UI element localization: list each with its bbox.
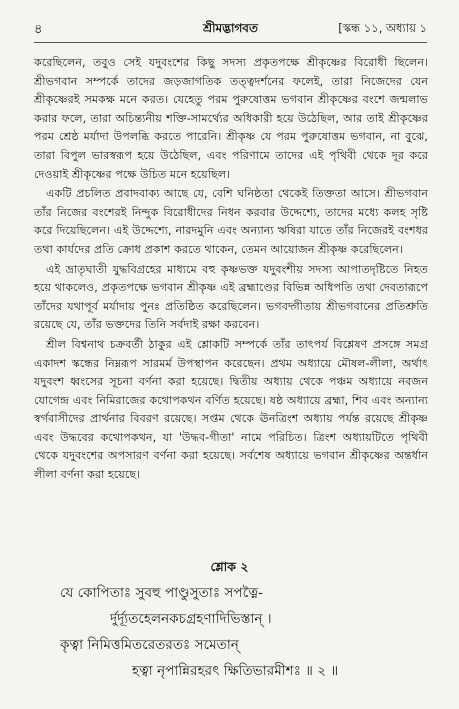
- verse-line: যে কোপিতাঃ সুবহু পাণ্ডুসুতাঃ সপত্নৈ-: [60, 585, 263, 601]
- verse-heading: শ্লোক ২: [210, 559, 249, 574]
- chapter-reference: [স্কন্ধ ১১, অধ্যায় ১: [338, 21, 427, 35]
- paragraph: এই ভ্রাতৃঘাতী যুদ্ধবিগ্রহের মাধ্যমে বহু কৃষ্ণভক্ত যদুবংশীয় সদস্য আপাতদৃষ্টিতে নিহত হয়ে থাকলেও, প্রকৃতপক্ষে ভগবান শ্রীকৃষ্ণ এই ব্রহ্মাণ্ডের বিভিন্ন অধিপতি তথা দেবতারূপে তাঁদের যথাপূর্ব মর্যাদায় পুনঃ প্রতিষ্ঠিত করেছিলেন। ভগবদ্গীতায় শ্রীভগবানের প্রতিশ্রুতি রয়েছে যে, তাঁর ভক্তদের তিনি সর্বদাই রক্ষা করবেন।: [34, 262, 428, 332]
- paragraph: করেছিলেন, তবুও সেই যদুবংশের কিছু সদস্য প্রকৃতপক্ষে শ্রীকৃষ্ণের বিরোধী ছিলেন। শ্রীভগবান সম্পর্কে তাদের জড়জাগতিক তত্ত্বদর্শনের ফলেই, তারা নিজেদের যেন শ্রীকৃষ্ণেরই সমকক্ষ মনে করত। যেহেতু পরম পুরুষোত্তম ভগবান শ্রীকৃষ্ণের বংশে জন্মলাভ করার ফলে, তারা অচিন্ত্যনীয় শক্তি-সামর্থ্যের অধিকারী হয়ে উঠেছিল, আর তাই শ্রীকৃষ্ণের পরম শ্রেষ্ঠ মর্যাদা উপলব্ধি করতে পারেনি। শ্রীকৃষ্ণ যে পরম পুরুষোত্তম ভগবান, না বুঝে, তারা বিপুল ভারস্বরূপ হয়ে উঠেছিল, এবং পরিণামে তাদের এই পৃথিবী থেকে দূর করে দেওয়াই শ্রীকৃষ্ণের পক্ষে উচিত মনে হয়েছিল।: [34, 56, 428, 181]
- page-header: [34, 20, 427, 43]
- running-title: শ্রীমদ্ভাগবত: [202, 21, 258, 35]
- paragraph: শ্রীল বিশ্বনাথ চক্রবর্তী ঠাকুর এই শ্লোকটি সম্পর্কে তাঁর তাৎপর্য বিশ্লেষণ প্রসঙ্গে সমগ্র একাদশ স্কন্ধের নিম্নরূপ সারমর্ম উপস্থাপন করেছেন। প্রথম অধ্যায়ে মৌষল-লীলা, অর্থাৎ যদুবংশ ধ্বংসের সূচনা বর্ণনা করা হয়েছে। দ্বিতীয় অধ্যায় থেকে পঞ্চম অধ্যায়ে নবজন যোগেন্দ্র এবং নিমিরাজের কথোপকথন বর্ণিত হয়েছে। ষষ্ঠ অধ্যায়ে ব্রহ্মা, শিব এবং অন্যান্য স্বর্গবাসীদের প্রার্থনার বিবরণ রয়েছে। সপ্তম থেকে ঊনত্রিংশ অধ্যায় পর্যন্ত রয়েছে শ্রীকৃষ্ণ এবং উদ্ধবের কথোপকথন, যা 'উদ্ধব-গীতা' নামে পরিচিত। ত্রিংশ অধ্যায়টিতে পৃথিবী থেকে যদুবংশের অপসারণ বর্ণনা করা হয়েছে। সর্বশেষ অধ্যায়ে ভগবান শ্রীকৃষ্ণের অন্তর্ধান লীলা বর্ণনা করা হয়েছে।: [34, 337, 428, 482]
- commentary-text: [34, 54, 428, 486]
- page-number: ৪: [34, 22, 43, 37]
- verse-line: হত্বা নৃপান্নিরহরৎ ক্ষিতিভারমীশঃ ॥ ২ ॥: [132, 663, 339, 679]
- verse-line: কৃত্বা নিমিত্তমিতরেতরতঃ সমেতান্: [60, 637, 239, 653]
- paragraph: একটি প্রচলিত প্রবাদবাক্য আছে যে, বেশি ঘনিষ্ঠতা থেকেই তিক্ততা আসে। শ্রীভগবান তাঁর নিজের বংশেরই নিন্দুক বিরোধীদের নিধন করবার উদ্দেশ্যে, তাদের মধ্যে কলহ সৃষ্টি করে দিয়েছিলেন। এই উদ্দেশ্যে, নারদমুনি এবং অন্যান্য ঋষিরা যাতে তাঁর নিজেরই বংশধর তথা কার্যদের প্রতি ক্রোধ প্রকাশ করতে থাকেন, তেমন আয়োজন শ্রীকৃষ্ণ করেছিলেন।: [34, 187, 428, 256]
- verse-line: র্দুর্দ্যূতহেলনকচগ্রহণাদিভিস্তান্ ।: [110, 611, 272, 627]
- sanskrit-verse: [60, 580, 420, 684]
